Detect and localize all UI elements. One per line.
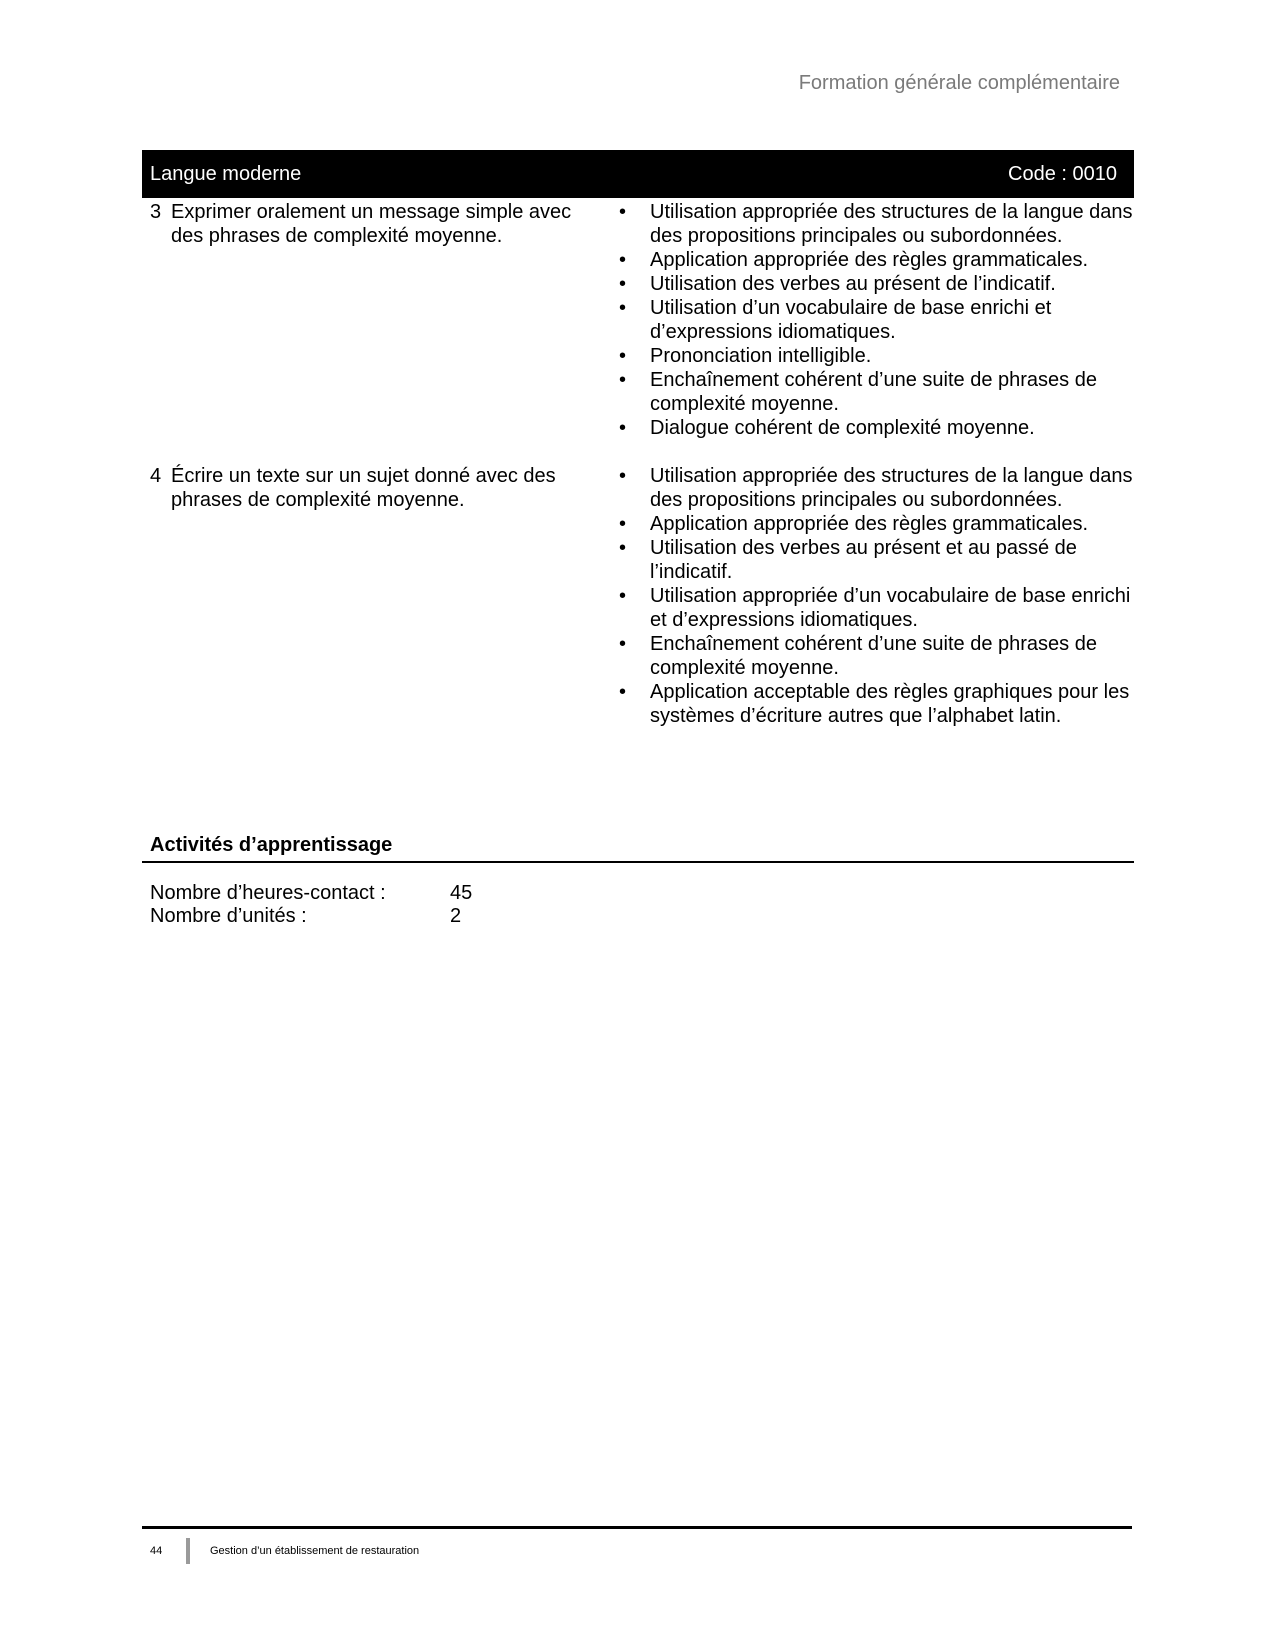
list-item: • Utilisation appropriée d’un vocabulaire de base enrichi et d’expressions idiomatiques.: [607, 584, 1134, 632]
units-value: 2: [450, 905, 462, 927]
activities-heading: Activités d’apprentissage: [142, 834, 1134, 863]
element-text: Écrire un texte sur un sujet donné avec des phrases de complexité moyenne.: [171, 465, 556, 511]
element-row: [142, 200, 1134, 440]
element-text: Exprimer oralement un message simple avec des phrases de complexité moyenne.: [171, 201, 572, 247]
performance-criteria-list: [607, 464, 1134, 728]
element-number: 3: [150, 201, 162, 223]
performance-criteria-list: [607, 200, 1134, 440]
bullet-icon: •: [619, 537, 627, 559]
page-footer: [150, 1538, 419, 1564]
bullet-icon: •: [619, 297, 627, 319]
bullet-icon: •: [619, 201, 627, 223]
contact-hours-label: Nombre d’heures-contact :: [150, 882, 386, 904]
contact-hours-row: [150, 882, 472, 905]
list-item: • Utilisation des verbes au présent et au passé de l’indicatif.: [607, 536, 1134, 584]
competency-elements: [142, 198, 1134, 728]
bullet-icon: •: [619, 681, 627, 703]
footer-rule: [142, 1526, 1132, 1529]
bullet-icon: •: [619, 273, 627, 295]
list-item: • Utilisation d’un vocabulaire de base enrichi et d’expressions idiomatiques.: [607, 296, 1134, 344]
list-item: • Enchaînement cohérent d’une suite de phrases de complexité moyenne.: [607, 368, 1134, 416]
list-item: • Application appropriée des règles grammaticales.: [607, 248, 1134, 272]
element-row: [142, 464, 1134, 728]
course-title-bar: [142, 150, 1134, 198]
list-item: • Application acceptable des règles graphiques pour les systèmes d’écriture autres que l’alphabet latin.: [607, 680, 1134, 728]
bullet-icon: •: [619, 585, 627, 607]
bullet-icon: •: [619, 369, 627, 391]
element-description: [142, 464, 607, 728]
course-code: Code : 0010: [1008, 162, 1117, 185]
list-item: • Dialogue cohérent de complexité moyenne.: [607, 416, 1134, 440]
list-item: • Application appropriée des règles grammaticales.: [607, 512, 1134, 536]
bullet-icon: •: [619, 465, 627, 487]
units-label: Nombre d’unités :: [150, 905, 307, 927]
list-item: • Utilisation des verbes au présent de l’indicatif.: [607, 272, 1134, 296]
running-header: Formation générale complémentaire: [798, 72, 1120, 94]
course-name: Langue moderne: [150, 162, 302, 185]
hours-summary: [150, 882, 472, 928]
footer-program-title: Gestion d’un établissement de restauration: [210, 1545, 420, 1557]
list-item: • Prononciation intelligible.: [607, 344, 1134, 368]
bullet-icon: •: [619, 417, 627, 439]
bullet-icon: •: [619, 345, 627, 367]
bullet-icon: •: [619, 513, 627, 535]
page-number: 44: [150, 1545, 163, 1557]
list-item: • Enchaînement cohérent d’une suite de phrases de complexité moyenne.: [607, 632, 1134, 680]
list-item: • Utilisation appropriée des structures de la langue dans des propositions principales ou subordonnées.: [607, 464, 1134, 512]
bullet-icon: •: [619, 633, 627, 655]
units-row: [150, 905, 472, 928]
contact-hours-value: 45: [450, 882, 473, 904]
element-description: [142, 200, 607, 440]
bullet-icon: •: [619, 249, 627, 271]
footer-separator: [186, 1538, 190, 1564]
list-item: • Utilisation appropriée des structures de la langue dans des propositions principales ou subordonnées.: [607, 200, 1134, 248]
element-number: 4: [150, 465, 162, 487]
